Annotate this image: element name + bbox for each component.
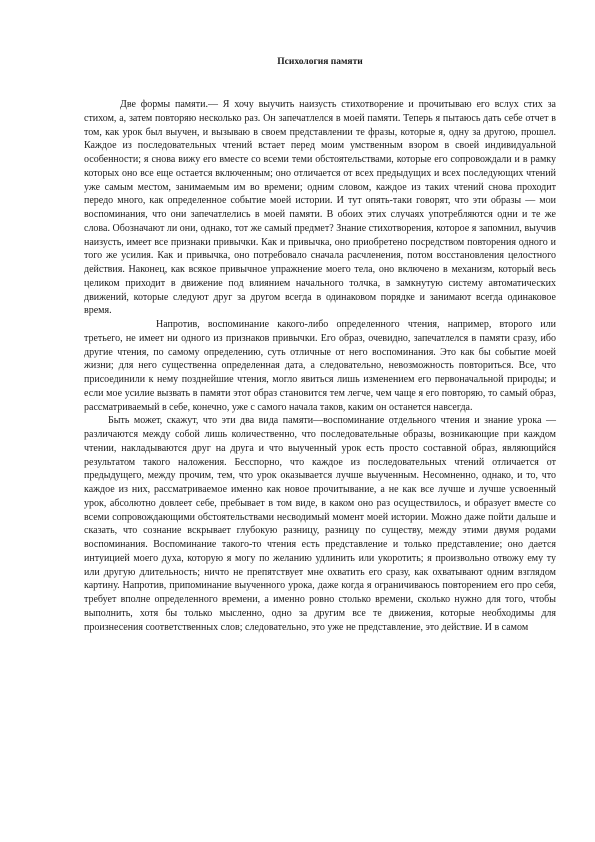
paragraph-2: Напротив, воспоминание какого-либо определенного чтения, например, второго или третьего, не имеет ни одного из признаков привычки. Его образ, очевидно, запечатлелся в памяти сразу, ибо другие чтения, по самому определению, суть отличные от него воспоминания. Это как бы событие моей жизни; для него существенна определенная дата, а следовательно, невозможность повториться. Все, что присоединили к нему позднейшие чтения, могло явиться лишь изменением его первоначальной природы; и если мое усилие вызвать в памяти этот образ становится тем легче, чем чаще я его повторяю, то самый образ, рассматриваемый в себе, конечно, уже с самого начала таков, каким он останется навсегда.: [84, 319, 556, 413]
document-body: [84, 98, 556, 634]
paragraph-3: Быть может, скажут, что эти два вида памяти—воспоминание отдельного чтения и знание урока — различаются между собой лишь количественно, что последовательные образы, возникающие при каждом чтении, накладываются друг на друга и что выученный урок есть просто составной образ, являющийся результатом такого наложения. Бесспорно, что каждое из последовательных чтений отличается от предыдущего, между прочим, тем, что урок оказывается лучше выученным. Несомненно, однако, и то, что каждое из них, рассматриваемое именно как новое прочитывание, а не как все лучше и лучше усвоенный урок, абсолютно довлеет себе, пребывает в том виде, в каком оно раз осуществилось, и образует вместе со всеми сопровождающими обстоятельствами несводимый момент моей истории. Можно даже пойти дальше и сказать, что сознание вскрывает глубокую разницу, разницу по существу, между этими двумя родами воспоминания. Воспоминание такого-то чтения есть представление и только представление; оно дается интуицией моего духа, которую я могу по желанию удлинить или укоротить; я произвольно отвожу ему ту или другую длительность; ничто не препятствует мне охватить его сразу, как охватывают одним взглядом картину. Напротив, припоминание выученного урока, даже когда я ограничиваюсь повторением его про себя, требует вполне определенного времени, а именно ровно столько времени, сколько нужно для того, чтобы выполнить, хотя бы только мысленно, одно за другим все те движения, которые необходимы для произнесения соответственных слов; следовательно, это уже не представление, это действие. И в самом: [84, 415, 556, 633]
paragraph-1: Две формы памяти.— Я хочу выучить наизусть стихотворение и прочитываю его вслух стих за стихом, а, затем повторяю несколько раз. Он запечатлелся в моей памяти. Теперь я пытаюсь дать себе отчет в том, как урок был выучен, и вызываю в своем представлении те фразы, которые я, одну за другою, прошел. Каждое из последовательных чтений встает перед моим умственным взором в своей индивидуальной особенности; я снова вижу его вместе со всеми теми обстоятельствами, которые его сопровождали и в рамку которых оно все еще остается включенным; оно отличается от всех предыдущих и всех последующих чтений уже самым местом, занимаемым им во времени; одним словом, каждое из таких чтений снова проходит передо много, как определенное событие моей истории. И тут опять-таки говорят, что эти образы — мои воспоминания, что они запечатлелись в моей памяти. В обоих этих случаях употребляются одни и те же слова. Обозначают ли они, однако, тот же самый предмет? Знание стихотворения, которое я запомнил, выучив наизусть, имеет все признаки привычки. Как и привычка, оно приобретено посредством повторения одного и того же усилия. Как и привычка, оно потребовало сначала расчленения, потом восстановления целостного действия. Наконец, как всякое привычное упражнение моего тела, оно включено в механизм, который весь целиком приходит в движение под влиянием начального толчка, в замкнутую систему автоматических движений, которые следуют друг за другом всегда в одинаковом порядке и занимают всегда одинаковое время.: [84, 99, 556, 317]
document-title: Психология памяти: [277, 57, 363, 67]
